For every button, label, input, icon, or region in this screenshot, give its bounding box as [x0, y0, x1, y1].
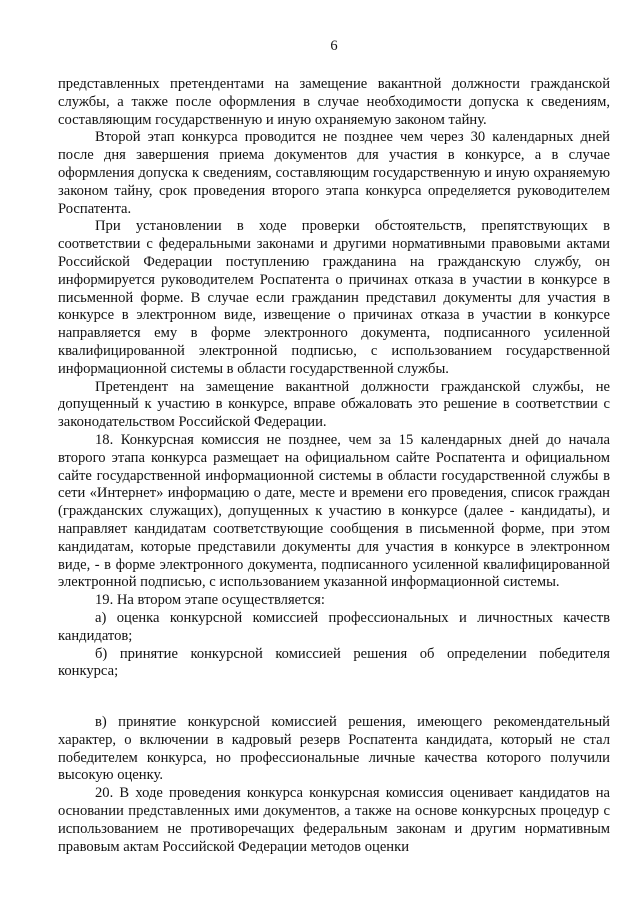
document-body — [58, 76, 610, 856]
page-number: 6 — [330, 38, 338, 54]
paragraph: представленных претендентами на замещение вакантной должности гражданской службы, а также после оформления в случае необходимости допуска к сведениям, составляющим государственную и иную охраняемую законом тайну. — [58, 76, 610, 128]
paragraph: Второй этап конкурса проводится не позднее чем через 30 календарных дней после дня завершения приема документов для участия в конкурсе, а в случае оформления допуска к сведениям, составляющим государственную и иную охраняемую законом тайну, срок проведения второго этапа конкурса определяется руководителем Роспатента. — [58, 129, 610, 217]
paragraph: При установлении в ходе проверки обстоятельств, препятствующих в соответствии с федеральными законами и другими нормативными правовыми актами Российской Федерации поступлению гражданина на гражданскую службу, он информируется руководителем Роспатента о причинах отказа в участии в конкурсе в письменной форме. В случае если гражданин представил документы для участия в конкурсе в электронном виде, извещение о причинах отказа в участии в конкурсе направляется ему в форме электронного документа, подписанного усиленной квалифицированной электронной подписью, с использованием государственной информационной системы в области государственной службы. — [58, 218, 610, 377]
paragraph: б) принятие конкурсной комиссией решения об определении победителя конкурса; — [58, 645, 610, 680]
paragraph: 18. Конкурсная комиссия не позднее, чем за 15 календарных дней до начала второго этапа конкурса размещает на официальном сайте Роспатента и официальном сайте государственной информационной системы в области государственной службы в сети «Интернет» информацию о дате, месте и времени его проведения, список граждан (гражданских служащих), допущенных к участию в конкурсе (далее - кандидаты), и направляет кандидатам соответствующие сообщения в письменной форме, при этом кандидатам, которые представили документы для участия в конкурсе в электронном виде, - в форме электронного документа, подписанного усиленной квалифицированной электронной подписью, с использованием указанной информационной системы. — [58, 431, 610, 591]
paragraph: 19. На втором этапе осуществляется: — [95, 592, 325, 609]
paragraph: 20. В ходе проведения конкурса конкурсная комиссия оценивает кандидатов на основании представленных ими документов, а также на основе конкурсных процедур с использованием не противоречащих федеральным законам и другим нормативным правовым актам Российской Федерации методов оценки — [58, 785, 610, 855]
paragraph: в) принятие конкурсной комиссией решения, имеющего рекомендательный характер, о включении в кадровый резерв Роспатента кандидата, который не стал победителем конкурса, но профессиональные личные качества которого получили высокую оценку. — [58, 714, 610, 784]
paragraph: а) оценка конкурсной комиссией профессиональных и личностных качеств кандидатов; — [58, 609, 610, 644]
paragraph: Претендент на замещение вакантной должности гражданской службы, не допущенный к участию в конкурсе, вправе обжаловать это решение в соответствии с законодательством Российской Федерации. — [58, 378, 610, 431]
